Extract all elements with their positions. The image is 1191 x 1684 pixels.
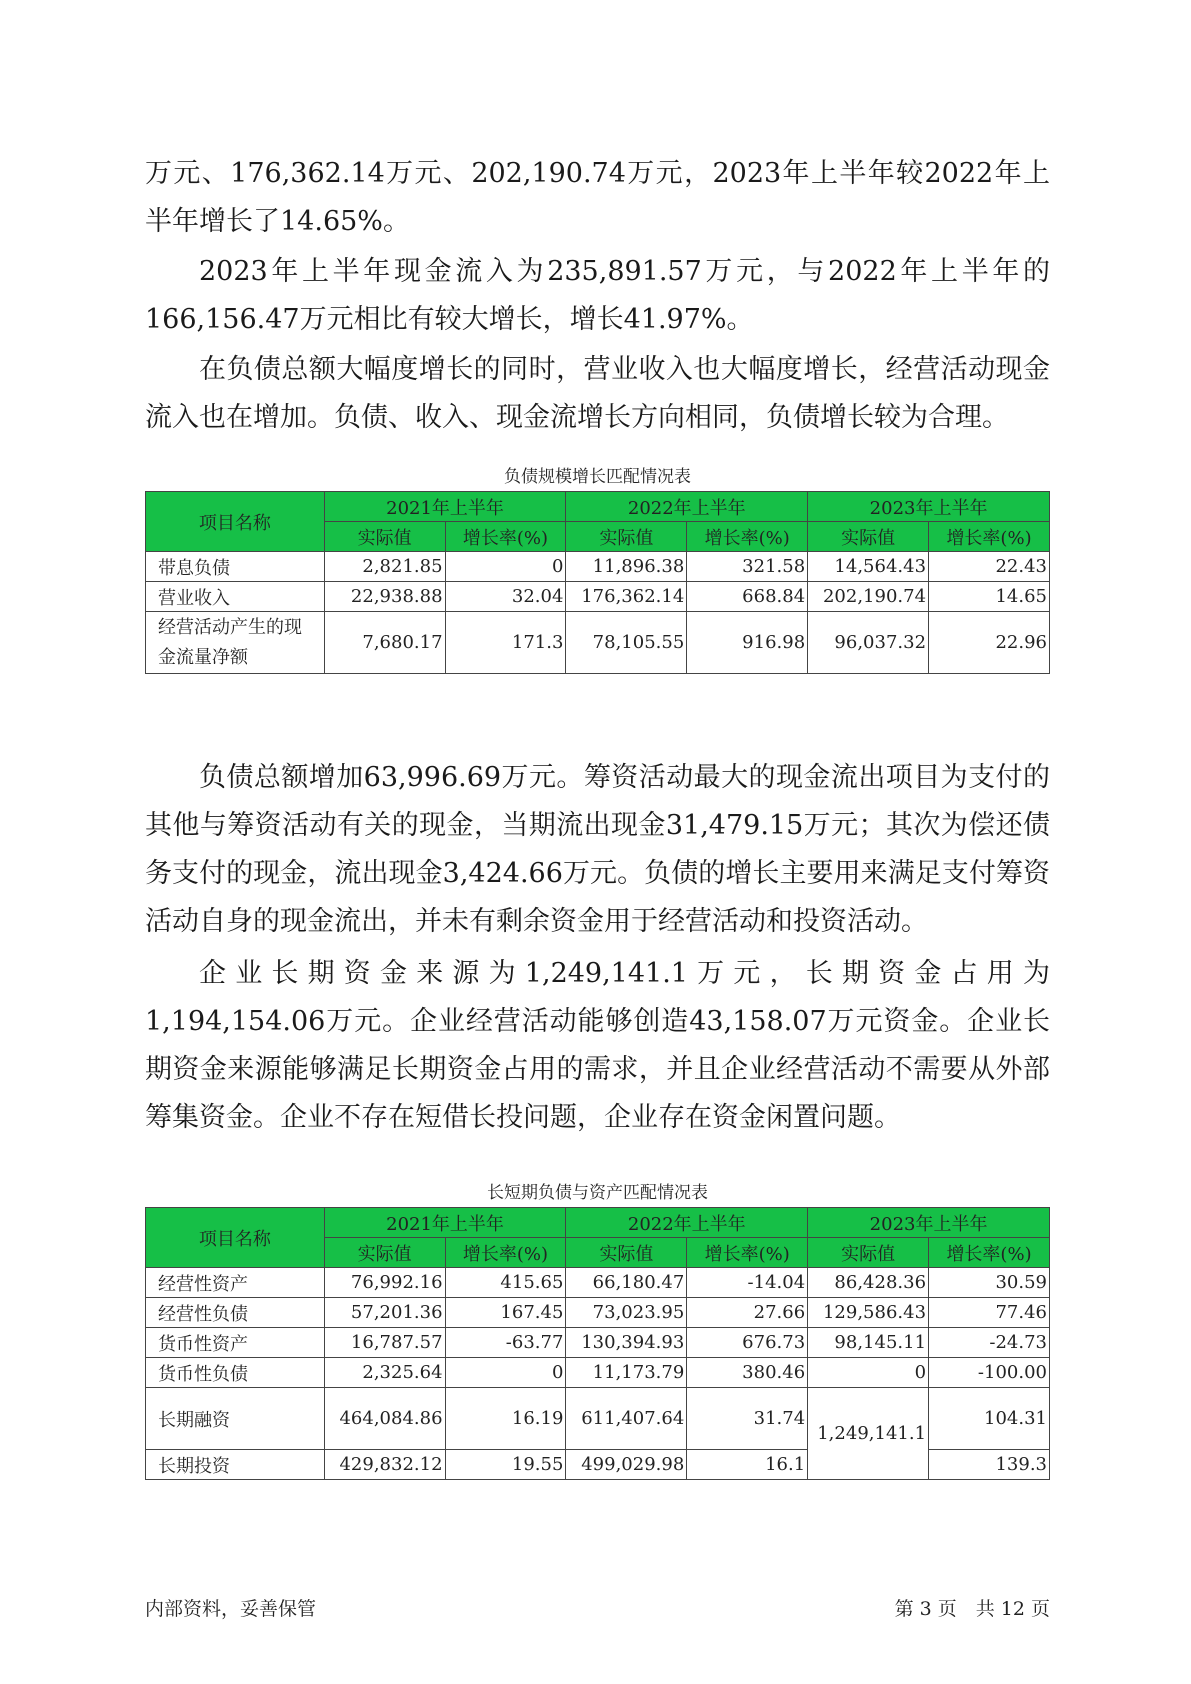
- table-row: [146, 1358, 1050, 1388]
- footer-page-number: 第 3 页 共 12 页: [894, 1598, 1050, 1620]
- cell-value: 429,832.12: [324, 1450, 445, 1480]
- cell-value: 2,821.85: [324, 552, 445, 582]
- header-actual: 实际值: [808, 1238, 929, 1268]
- header-period-2022: 2022年上半年: [566, 492, 808, 522]
- table-row: [146, 1388, 1050, 1450]
- cell-value: 321.58: [687, 552, 808, 582]
- cell-value: 16.19: [445, 1388, 566, 1450]
- cell-value: -24.73: [929, 1328, 1050, 1358]
- cell-value: -14.04: [687, 1268, 808, 1298]
- cell-value: 380.46: [687, 1358, 808, 1388]
- header-growth: 增长率(%): [445, 522, 566, 552]
- header-actual: 实际值: [324, 522, 445, 552]
- cell-value: 2,325.64: [324, 1358, 445, 1388]
- row-label: 经营性负债: [146, 1298, 325, 1328]
- header-period-2023: 2023年上半年: [808, 1208, 1050, 1238]
- cell-value: 0: [445, 552, 566, 582]
- table1-caption: 负债规模增长匹配情况表: [504, 467, 691, 487]
- cell-value: 22.43: [929, 552, 1050, 582]
- cell-value: 96,037.32: [808, 612, 929, 674]
- row-label: 经营活动产生的现金流量净额: [146, 612, 325, 674]
- cell-value: 916.98: [687, 612, 808, 674]
- cell-value: 30.59: [929, 1268, 1050, 1298]
- cell-value: 464,084.86: [324, 1388, 445, 1450]
- row-label: 货币性资产: [146, 1328, 325, 1358]
- header-period-2021: 2021年上半年: [324, 492, 566, 522]
- cell-value: 676.73: [687, 1328, 808, 1358]
- cell-value: 202,190.74: [808, 582, 929, 612]
- header-period-2021: 2021年上半年: [324, 1208, 566, 1238]
- cell-value: 0: [445, 1358, 566, 1388]
- cell-value: 11,896.38: [566, 552, 687, 582]
- table-row: [146, 1298, 1050, 1328]
- paragraph-debt-analysis: 在负债总额大幅度增长的同时，营业收入也大幅度增长，经营活动现金流入也在增加。负债、收入、现金流增长方向相同，负债增长较为合理。: [145, 354, 1050, 433]
- cell-value: 98,145.11: [808, 1328, 929, 1358]
- header-actual: 实际值: [566, 522, 687, 552]
- paragraph-cash-inflow: 2023年上半年现金流入为235,891.57万元，与2022年上半年的166,156.47万元相比有较大增长，增长41.97%。: [145, 256, 1050, 335]
- header-growth: 增长率(%): [929, 522, 1050, 552]
- cell-value: 86,428.36: [808, 1268, 929, 1298]
- cell-value: 11,173.79: [566, 1358, 687, 1388]
- header-period-2022: 2022年上半年: [566, 1208, 808, 1238]
- cell-value-merged: 1,249,141.1: [808, 1388, 929, 1480]
- cell-value: 22.96: [929, 612, 1050, 674]
- table-row: [146, 552, 1050, 582]
- asset-liability-table: [145, 1207, 1050, 1480]
- cell-value: 16.1: [687, 1450, 808, 1480]
- row-label: 长期融资: [146, 1388, 325, 1450]
- cell-value: 19.55: [445, 1450, 566, 1480]
- cell-value: 176,362.14: [566, 582, 687, 612]
- cell-value: 78,105.55: [566, 612, 687, 674]
- cell-value: 415.65: [445, 1268, 566, 1298]
- header-actual: 实际值: [566, 1238, 687, 1268]
- cell-value: 31.74: [687, 1388, 808, 1450]
- header-growth: 增长率(%): [687, 522, 808, 552]
- cell-value: 57,201.36: [324, 1298, 445, 1328]
- header-actual: 实际值: [808, 522, 929, 552]
- table-row: [146, 1328, 1050, 1358]
- cell-value: 611,407.64: [566, 1388, 687, 1450]
- cell-value: 77.46: [929, 1298, 1050, 1328]
- cell-value: 668.84: [687, 582, 808, 612]
- cell-value: 104.31: [929, 1388, 1050, 1450]
- cell-value: 32.04: [445, 582, 566, 612]
- row-label: 带息负债: [146, 552, 325, 582]
- header-period-2023: 2023年上半年: [808, 492, 1050, 522]
- cell-value: 66,180.47: [566, 1268, 687, 1298]
- cell-value: 22,938.88: [324, 582, 445, 612]
- header-growth: 增长率(%): [687, 1238, 808, 1268]
- footer-confidential: 内部资料，妥善保管: [145, 1598, 317, 1620]
- cell-value: -63.77: [445, 1328, 566, 1358]
- cell-value: 76,992.16: [324, 1268, 445, 1298]
- paragraph-long-term-funds: 企业长期资金来源为1,249,141.1万元，长期资金占用为1,194,154.06万元。企业经营活动能够创造43,158.07万元资金。企业长期资金来源能够满足长期资金占用的需求，并且企业经营活动不需要从外部筹集资金。企业不存在短借长投问题，企业存在资金闲置问题。: [145, 958, 1050, 1133]
- table-row: [146, 582, 1050, 612]
- cell-value: 14.65: [929, 582, 1050, 612]
- paragraph-revenue-growth: 万元、176,362.14万元、202,190.74万元，2023年上半年较2022年上半年增长了14.65%。: [145, 158, 1050, 237]
- header-item-name: 项目名称: [146, 492, 325, 552]
- header-item-name: 项目名称: [146, 1208, 325, 1268]
- debt-scale-table: [145, 491, 1050, 674]
- cell-value: 7,680.17: [324, 612, 445, 674]
- cell-value: 14,564.43: [808, 552, 929, 582]
- cell-value: 499,029.98: [566, 1450, 687, 1480]
- cell-value: 167.45: [445, 1298, 566, 1328]
- cell-value: 73,023.95: [566, 1298, 687, 1328]
- cell-value: 171.3: [445, 612, 566, 674]
- table2-caption: 长短期负债与资产匹配情况表: [487, 1183, 708, 1203]
- row-label: 长期投资: [146, 1450, 325, 1480]
- row-label: 营业收入: [146, 582, 325, 612]
- cell-value: 139.3: [929, 1450, 1050, 1480]
- cell-value: 16,787.57: [324, 1328, 445, 1358]
- table-row: [146, 612, 1050, 674]
- cell-value: 130,394.93: [566, 1328, 687, 1358]
- header-growth: 增长率(%): [929, 1238, 1050, 1268]
- header-actual: 实际值: [324, 1238, 445, 1268]
- header-growth: 增长率(%): [445, 1238, 566, 1268]
- row-label: 经营性资产: [146, 1268, 325, 1298]
- table-row: [146, 1268, 1050, 1298]
- cell-value: 129,586.43: [808, 1298, 929, 1328]
- cell-value: 0: [808, 1358, 929, 1388]
- cell-value: 27.66: [687, 1298, 808, 1328]
- cell-value: -100.00: [929, 1358, 1050, 1388]
- row-label: 货币性负债: [146, 1358, 325, 1388]
- paragraph-financing-cash: 负债总额增加63,996.69万元。筹资活动最大的现金流出项目为支付的其他与筹资活动有关的现金，当期流出现金31,479.15万元；其次为偿还债务支付的现金，流出现金3,424.66万元。负债的增长主要用来满足支付筹资活动自身的现金流出，并未有剩余资金用于经营活动和投资活动。: [145, 762, 1050, 937]
